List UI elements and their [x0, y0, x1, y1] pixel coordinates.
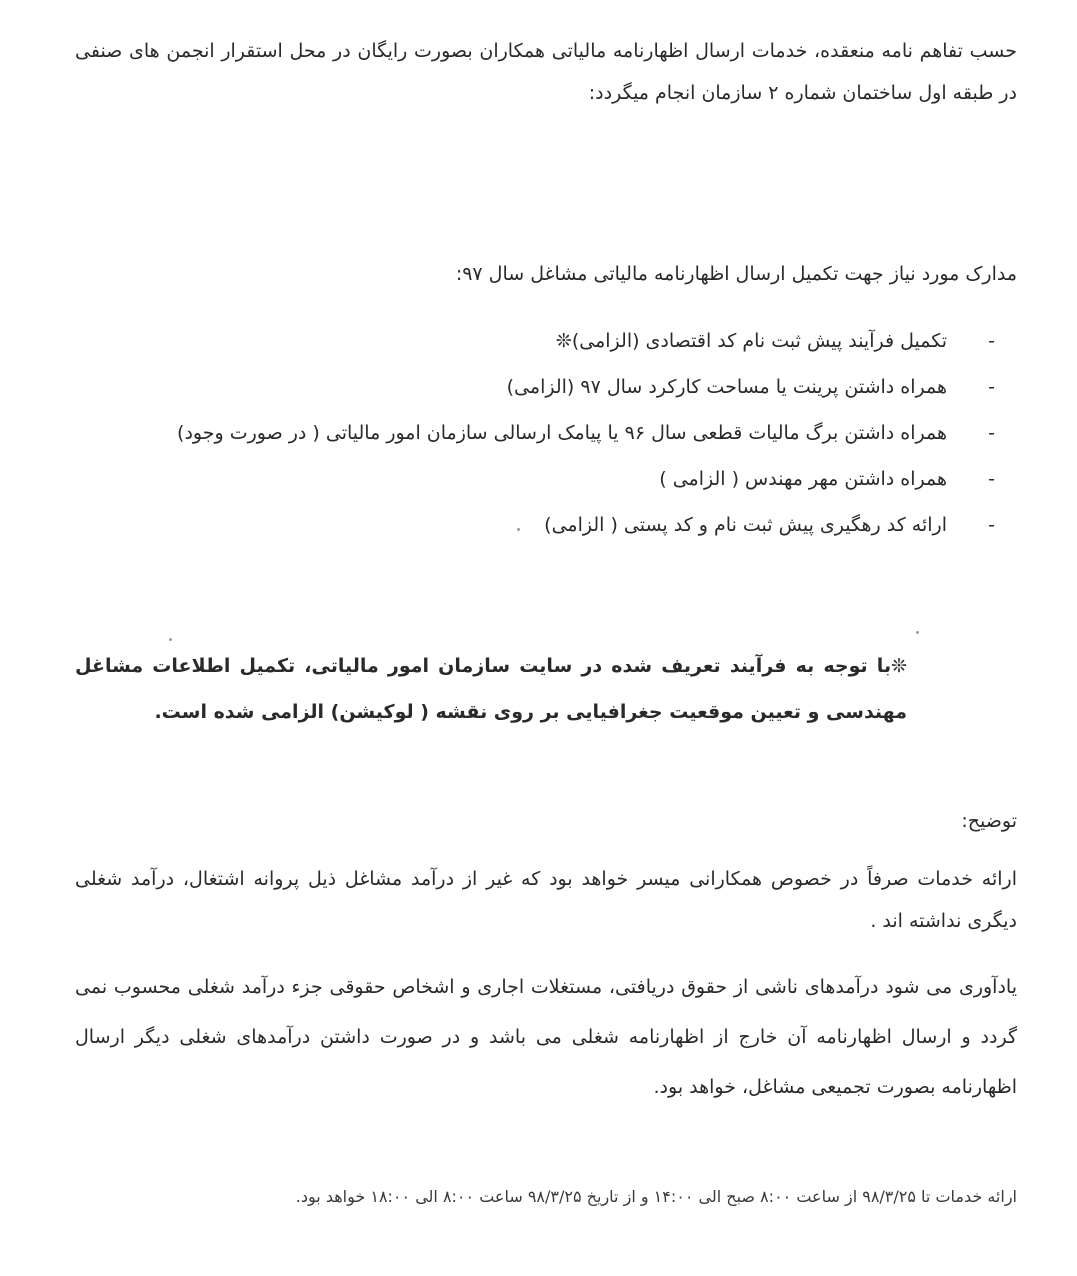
explanation-title: توضیح: [961, 810, 1017, 832]
requirement-text: تکمیل فرآیند پیش ثبت نام کد اقتصادی (الزامی)❊ [555, 330, 947, 352]
requirement-item [75, 410, 1017, 456]
list-bullet: - [988, 514, 995, 536]
requirement-item [75, 364, 1017, 410]
scan-speck [517, 528, 520, 531]
requirement-text: ارائه کد رهگیری پیش ثبت نام و کد پستی ( الزامی) [544, 514, 947, 536]
requirement-item [75, 502, 1017, 548]
intro-paragraph: حسب تفاهم نامه منعقده، خدمات ارسال اظهارنامه مالیاتی همکاران بصورت رایگان در محل استقرار انجمن های صنفی در طبقه اول ساختمان شماره ۲ سازمان انجام میگردد: [75, 40, 1017, 104]
list-bullet: - [988, 376, 995, 398]
scan-speck [916, 631, 919, 634]
requirements-list [75, 318, 1017, 548]
requirements-title: مدارک مورد نیاز جهت تکمیل ارسال اظهارنامه مالیاتی مشاغل سال ۹۷: [455, 263, 1017, 285]
scan-speck [169, 638, 172, 641]
list-bullet: - [988, 468, 995, 490]
requirement-item [75, 318, 1017, 364]
requirement-item [75, 456, 1017, 502]
mandatory-note: ❊با توجه به فرآیند تعریف شده در سایت سازمان امور مالیاتی، تکمیل اطلاعات مشاغل مهندسی و تعیین موقعیت جغرافیایی بر روی نقشه ( لوکیشن) الزامی شده است. [75, 655, 907, 723]
list-bullet: - [988, 330, 995, 352]
requirement-text: همراه داشتن پرینت یا مساحت کارکرد سال ۹۷ (الزامی) [506, 376, 947, 398]
reminder-paragraph: یادآوری می شود درآمدهای ناشی از حقوق دریافتی، مستغلات اجاری و اشخاص حقوقی جزء درآمد شغلی محسوب نمی گردد و ارسال اظهارنامه آن خارج از اظهارنامه شغلی می باشد و در صورت داشتن درآمدهای شغلی دیگر ارسال اظهارنامه بصورت تجمیعی مشاغل، خواهد بود. [75, 976, 1017, 1098]
service-hours: ارائه خدمات تا ۹۸/۳/۲۵ از ساعت ۸:۰۰ صبح الی ۱۴:۰۰ و از تاریخ ۹۸/۳/۲۵ ساعت ۸:۰۰ الی ۱۸:۰۰ خواهد بود. [295, 1187, 1017, 1206]
requirement-text: همراه داشتن برگ مالیات قطعی سال ۹۶ یا پیامک ارسالی سازمان امور مالیاتی ( در صورت وجود) [177, 422, 947, 444]
list-bullet: - [988, 422, 995, 444]
explanation-body: ارائه خدمات صرفاً در خصوص همکارانی میسر خواهد بود که غیر از درآمد مشاغل ذیل پروانه اشتغال، درآمد شغلی دیگری نداشته اند . [75, 868, 1017, 932]
requirement-text: همراه داشتن مهر مهندس ( الزامی ) [659, 468, 947, 490]
